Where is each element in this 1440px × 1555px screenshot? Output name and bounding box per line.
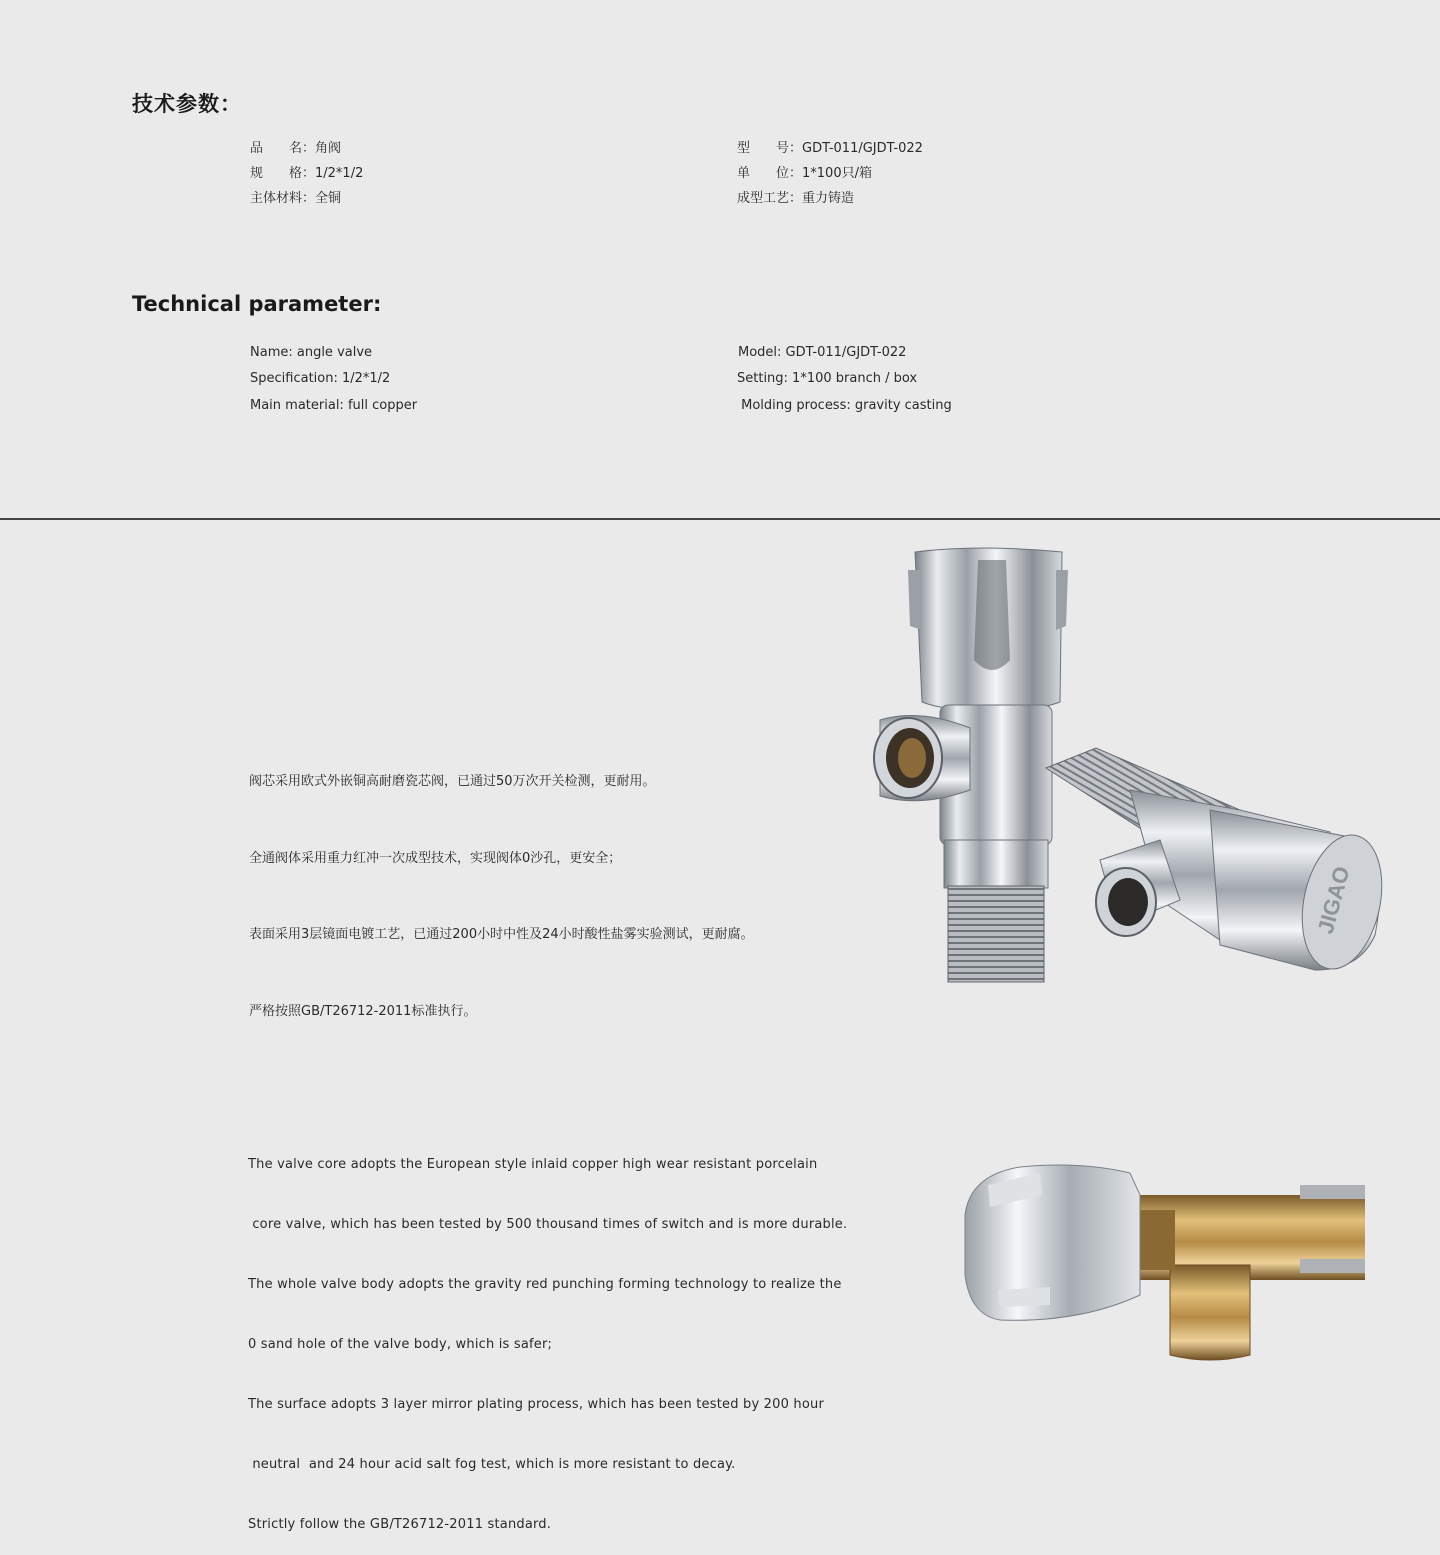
section-divider bbox=[0, 518, 1440, 520]
description-cn-line: 表面采用3层镜面电镀工艺，已通过200小时中性及24小时酸性盐雾实验测试，更耐腐。 bbox=[249, 927, 754, 942]
description-en-line: neutral and 24 hour acid salt fog test, which is more resistant to decay. bbox=[248, 1457, 736, 1472]
description-cn-line: 阀芯采用欧式外嵌铜高耐磨瓷芯阀，已通过50万次开关检测，更耐用。 bbox=[249, 774, 656, 789]
logo-text: JIGAO bbox=[1312, 863, 1355, 937]
description-en-line: 0 sand hole of the valve body, which is safer; bbox=[248, 1337, 553, 1352]
description-cn-line: 严格按照GB/T26712-2011标准执行。 bbox=[249, 1003, 477, 1019]
description-en-line: core valve, which has been tested by 500 thousand times of switch and is more durable. bbox=[248, 1217, 848, 1232]
spec-cn-unit: 单 位：1*100只/箱 bbox=[737, 166, 872, 181]
description-cn bbox=[249, 718, 754, 1050]
spec-en-process: Molding process: gravity casting bbox=[737, 398, 952, 413]
spec-en-spec: Specification: 1/2*1/2 bbox=[250, 371, 391, 386]
horizontal-valve bbox=[1046, 748, 1393, 976]
description-en-line: The whole valve body adopts the gravity red punching forming technology to realize the bbox=[248, 1277, 842, 1292]
angle-valve-product-image bbox=[860, 540, 1400, 1000]
spec-en-model: Model: GDT-011/GJDT-022 bbox=[738, 345, 907, 360]
spec-en-material: Main material: full copper bbox=[250, 398, 418, 413]
description-cn-line: 全通阀体采用重力红冲一次成型技术，实现阀体0沙孔，更安全； bbox=[249, 850, 622, 866]
spec-cn-model: 型 号：GDT-011/GJDT-022 bbox=[737, 141, 923, 156]
description-en bbox=[248, 1115, 847, 1555]
description-en-line: The surface adopts 3 layer mirror plating process, which has been tested by 200 hour bbox=[248, 1397, 825, 1412]
spec-en-setting: Setting: 1*100 branch / box bbox=[737, 371, 918, 386]
heading-en: Technical parameter: bbox=[132, 292, 382, 316]
spec-cn-material: 主体材料：全铜 bbox=[250, 191, 342, 206]
description-en-line: The valve core adopts the European style inlaid copper high wear resistant porcelain bbox=[248, 1157, 818, 1172]
description-en-line: Strictly follow the GB/T26712-2011 standard. bbox=[248, 1517, 552, 1532]
spec-cn-name: 品 名：角阀 bbox=[250, 141, 342, 156]
upright-valve bbox=[874, 548, 1068, 982]
valve-cutaway-image bbox=[960, 1155, 1370, 1365]
heading-cn: 技术参数： bbox=[132, 92, 242, 116]
spec-en-name: Name: angle valve bbox=[250, 345, 373, 360]
spec-cn-spec: 规 格：1/2*1/2 bbox=[250, 166, 364, 181]
spec-cn-process: 成型工艺：重力铸造 bbox=[737, 191, 855, 206]
